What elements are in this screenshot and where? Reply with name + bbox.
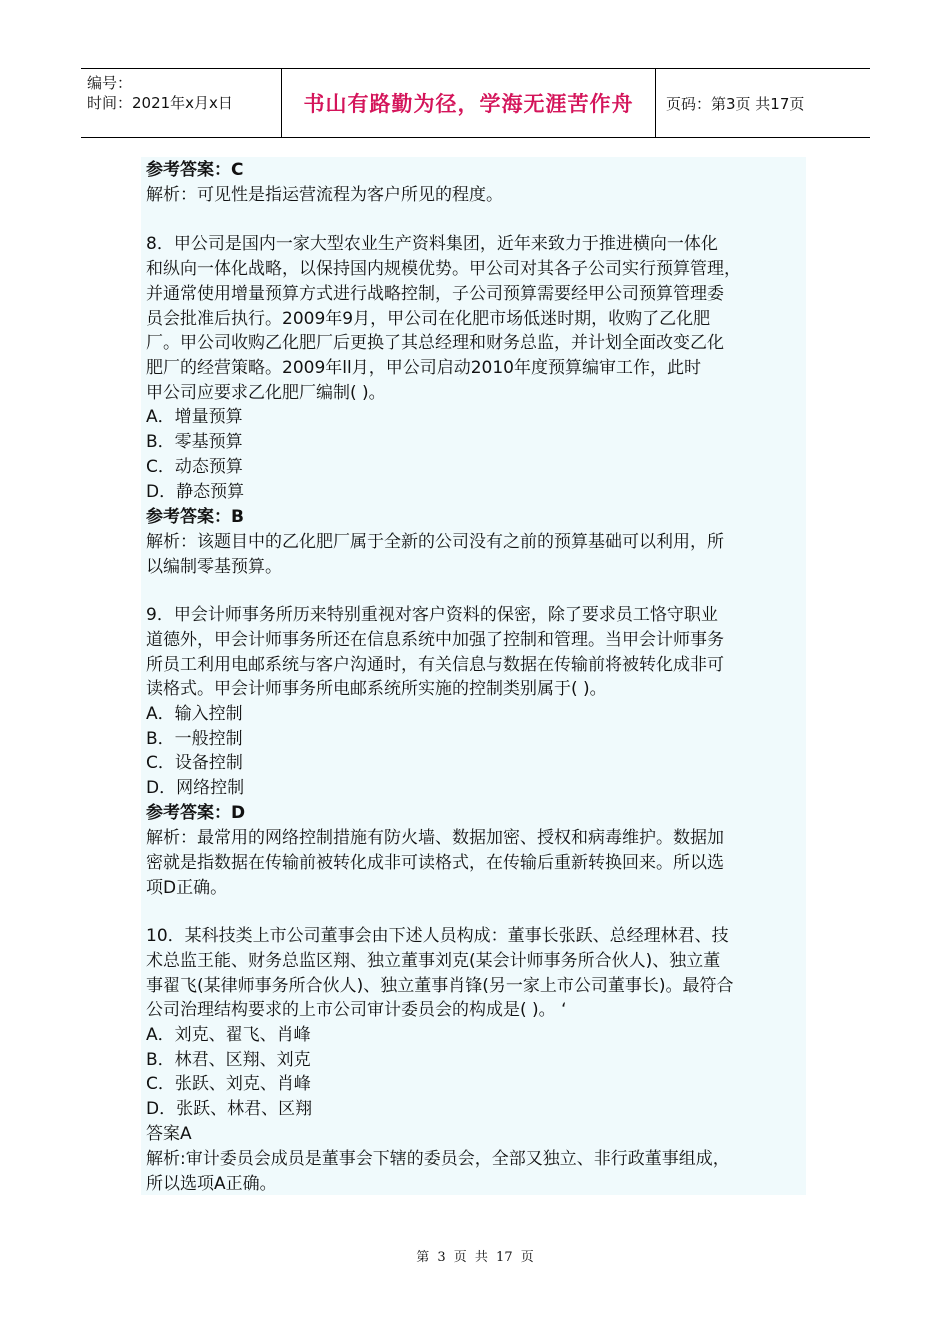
page-footer: 第 3 页 共 17 页 [416,1250,534,1265]
q10-text-line: 公司治理结构要求的上市公司审计委员会的构成是( )。 ‘ [146,1000,567,1020]
q8-analysis-line: 解析：该题目中的乙化肥厂属于全新的公司没有之前的预算基础可以利用，所 [146,532,724,552]
q9-option-d: D．网络控制 [146,778,245,798]
q7-analysis: 解析：可见性是指运营流程为客户所见的程度。 [146,185,503,205]
q9-option-b: B．一般控制 [146,729,243,749]
header-motto: 书山有路勤为径，学海无涯苦作舟 [282,69,656,137]
q8-answer: 参考答案：B [146,507,244,527]
q9-text-line: 9．甲会计师事务所历来特别重视对客户资料的保密，除了要求员工恪守职业 [146,605,718,625]
page-content [141,157,806,1195]
q10-text-line: 事翟飞(某律师事务所合伙人)、独立董事肖锋(另一家上市公司董事长)。最符合 [146,976,734,996]
document-time-label: 时间：2021年x月x日 [87,94,233,112]
q10-text-line: 术总监王能、财务总监区翔、独立董事刘克(某会计师事务所合伙人)、独立董 [146,951,721,971]
document-number-label: 编号： [87,74,133,92]
header-page-info: 页码：第3页 共17页 [666,94,805,113]
q9-option-a: A．输入控制 [146,704,243,724]
q8-text-line: 8．甲公司是国内一家大型农业生产资料集团，近年来致力于推进横向一体化 [146,234,718,254]
q8-option-b: B．零基预算 [146,432,243,452]
q10-option-a: A．刘克、翟飞、肖峰 [146,1025,311,1045]
q10-option-d: D．张跃、林君、区翔 [146,1099,313,1119]
q10-option-b: B．林君、区翔、刘克 [146,1050,311,1070]
q8-text-line: 厂。甲公司收购乙化肥厂后更换了其总经理和财务总监，并计划全面改变乙化 [146,333,724,353]
q10-text-line: 10．某科技类上市公司董事会由下述人员构成：董事长张跃、总经理林君、技 [146,926,729,946]
q9-answer: 参考答案：D [146,803,246,823]
q9-option-c: C．设备控制 [146,753,243,773]
q9-text-line: 道德外，甲会计师事务所还在信息系统中加强了控制和管理。当甲会计师事务 [146,630,724,650]
q9-analysis-line: 密就是指数据在传输前被转化成非可读格式，在传输后重新转换回来。所以选 [146,853,724,873]
q10-answer: 答案A [146,1124,192,1144]
header-meta [81,69,282,137]
q8-option-c: C．动态预算 [146,457,243,477]
page-header [81,68,870,138]
q9-analysis-line: 解析：最常用的网络控制措施有防火墙、数据加密、授权和病毒维护。数据加 [146,828,724,848]
q8-option-a: A．增量预算 [146,407,243,427]
q8-analysis-line: 以编制零基预算。 [146,557,282,577]
q7-answer: 参考答案：C [146,160,244,180]
q8-text-line: 和纵向一体化战略，以保持国内规模优势。甲公司对其各子公司实行预算管理， [146,259,741,279]
q9-text-line: 所员工利用电邮系统与客户沟通时，有关信息与数据在传输前将被转化成非可 [146,655,724,675]
q10-analysis-line: 解析:审计委员会成员是董事会下辖的委员会，全部又独立、非行政董事组成， [146,1149,730,1169]
q8-text-line: 肥厂的经营策略。2009年ll月，甲公司启动2010年度预算编审工作，此时 [146,358,701,378]
q8-text-line: 甲公司应要求乙化肥厂编制( )。 [146,383,386,403]
q9-analysis-line: 项D正确。 [146,878,228,898]
q10-option-c: C．张跃、刘克、肖峰 [146,1074,311,1094]
q8-text-line: 并通常使用增量预算方式进行战略控制，子公司预算需要经甲公司预算管理委 [146,284,724,304]
q8-text-line: 员会批准后执行。2009年9月，甲公司在化肥市场低迷时期，收购了乙化肥 [146,309,711,329]
q8-option-d: D．静态预算 [146,482,245,502]
q9-text-line: 读格式。甲会计师事务所电邮系统所实施的控制类别属于( )。 [146,679,607,699]
q10-analysis-line: 所以选项A正确。 [146,1174,277,1194]
